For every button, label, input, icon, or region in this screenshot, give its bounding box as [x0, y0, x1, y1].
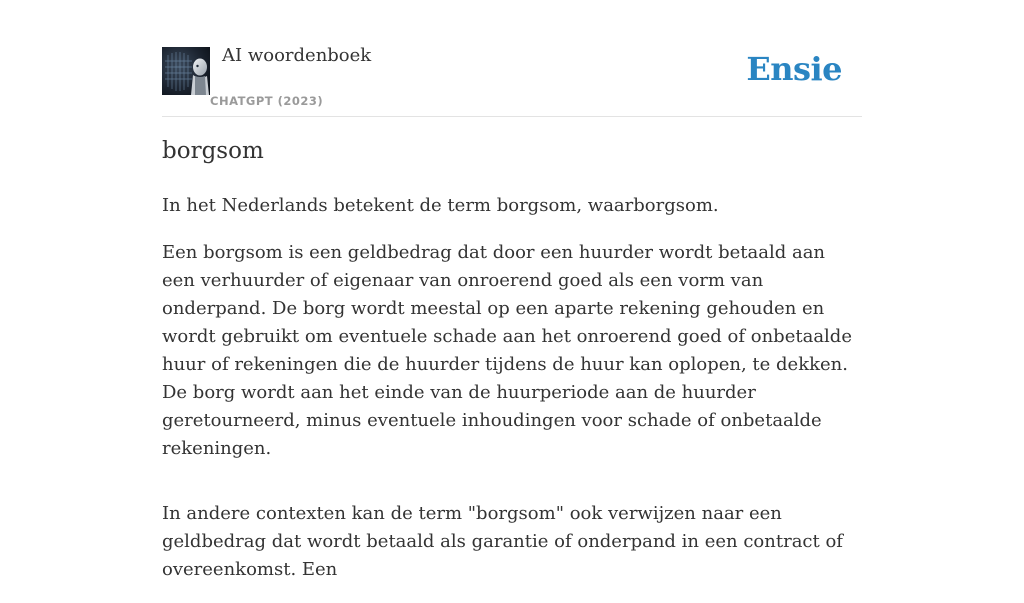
robot-avatar-icon[interactable] [162, 47, 210, 95]
term-title: borgsom [162, 138, 264, 164]
page-header [162, 0, 862, 117]
definition-body [162, 192, 862, 603]
source-label: CHATGPT (2023) [210, 94, 324, 108]
ensie-logo[interactable]: Ensie [746, 50, 842, 88]
definition-paragraph: In andere contexten kan de term "borgsom" ook verwijzen naar een geldbedrag dat wordt betaald als garantie of onderpand in een contract of overeenkomst. Een [162, 503, 843, 580]
definition-paragraph: In het Nederlands betekent de term borgsom, waarborgsom. [162, 195, 719, 216]
author-name[interactable]: AI woordenboek [222, 45, 372, 66]
definition-paragraph: Een borgsom is een geldbedrag dat door een huurder wordt betaald aan een verhuurder of eigenaar van onroerend goed als een vorm van onderpand. De borg wordt meestal op een aparte rekening gehouden en wordt gebruikt om eventuele schade aan het onroerend goed of onbetaalde huur of rekeningen die de huurder tijdens de huur kan oplopen, te dekken. De borg wordt aan het einde van de huurperiode aan de huurder geretourneerd, minus eventuele inhoudingen voor schade of onbetaalde rekeningen. [162, 242, 852, 459]
